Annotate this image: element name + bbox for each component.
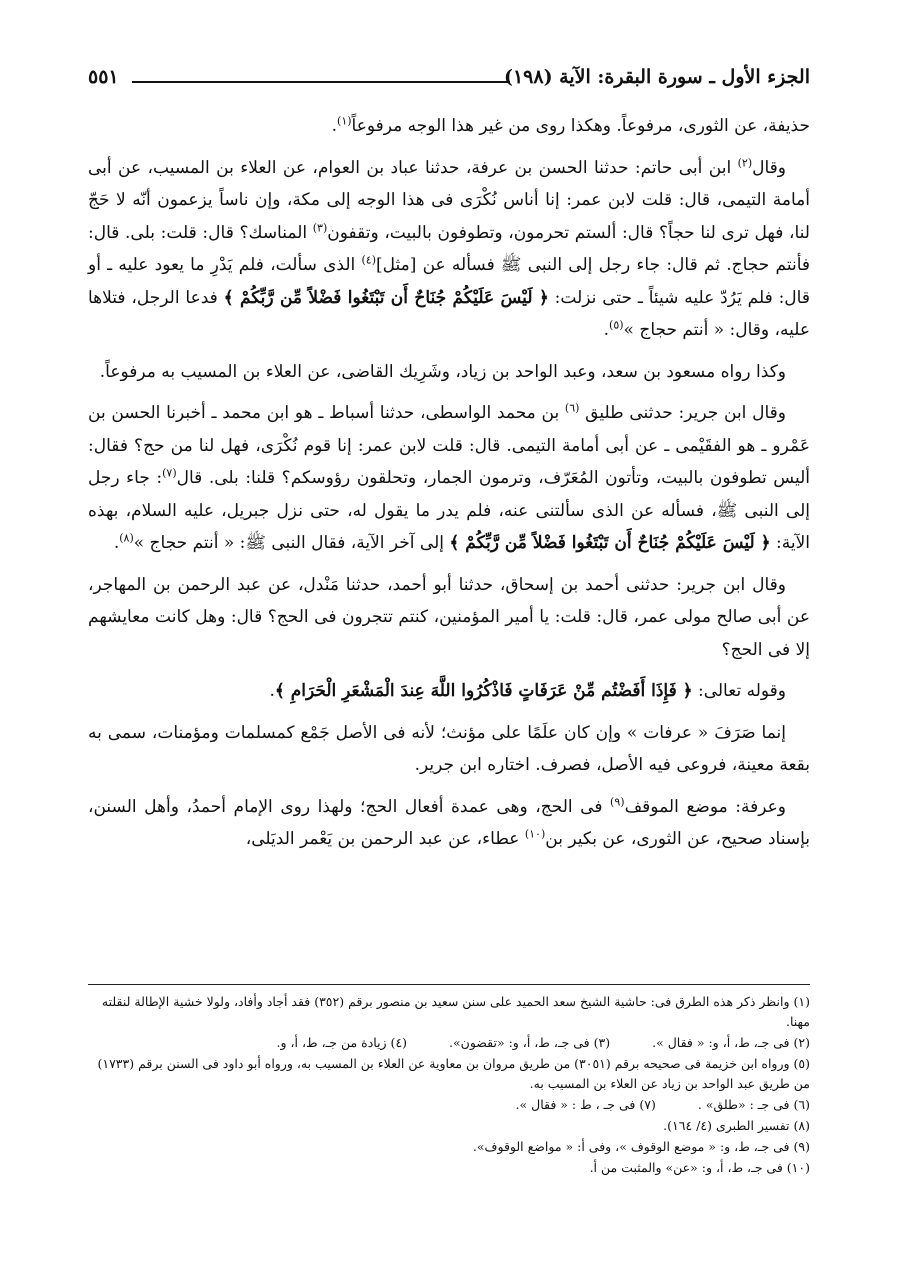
footnote-ref: (٤) — [361, 253, 376, 267]
page-number: ٥٥١ — [88, 66, 119, 88]
footnote-ref: (٩) — [610, 794, 625, 808]
footnote-ref: (١) — [337, 114, 352, 128]
footnote-ref: (٥) — [609, 318, 624, 332]
header-rule — [132, 81, 510, 83]
paragraph-3: وكذا رواه مسعود بن سعد، وعبد الواحد بن زياد، وشَرِيك القاضى، عن العلاء بن المسيب به مرفوعاً. — [99, 361, 786, 382]
footnote-ref: (٧) — [162, 466, 177, 480]
paragraph-8: وعرفة: موضع الموقف$^{(٩)}$ فى الحج، وهى عمدة أفعال الحج؛ ولهذا روى الإمام أحمدُ، وأهل السنن، بإسناد صحيح، عن الثورى، عن بكير بن$^{(١٠)}$ عطاء، عن عبد الرحمن بن يَعْمر الديَلى، — [88, 794, 810, 849]
quran-verse: ﴿ فَإِذَا أَفَضْتُم مِّنْ عَرَفَاتٍ فَاذْكُرُوا اللَّهَ عِندَ الْمَشْعَرِ الْحَرَامِ ﴾ — [274, 681, 693, 701]
footnote-1: (١) وانظر ذكر هذه الطرق فى: حاشية الشيخ سعد الحميد على سنن سعيد بن منصور برقم (٣٥٢) فقد أجاد وأفاد، ولولا خشية الإطالة لنقلته مهنا. — [101, 994, 810, 1029]
quran-verse: ﴿ لَيْسَ عَلَيْكُمْ جُنَاحٌ أَن تَبْتَغُوا فَضْلاً مِّن رَّبِّكُمْ ﴾ — [223, 287, 549, 308]
paragraph-7: إنما صَرَفَ « عرفات » وإن كان علَمًا على مؤنث؛ لأنه فى الأصل جَمْع كمسلمات ومؤمنات، سمى به بقعة معينة، فروعى فيه الأصل، فصرف. اختاره ابن جرير. — [88, 722, 810, 775]
footnote-ref: (٦) — [564, 401, 580, 415]
paragraph-4: وقال ابن جرير: حدثنى طليق $^{(٦)}$ بن محمد الواسطى، حدثنا أسباط ـ هو ابن محمد ـ أخبرنا الحسن بن عَمْرو ـ هو الفقَيْمى ـ عن أبى أمامة التيمى. قال: قلت لابن عمر: إنا قوم نُكْرَى، فهل لنا من حج؟ فقال: أليس تطوفون بالبيت، وتأتون المُعَرّف، وترمون الجمار، وتحلقون رؤوسكم؟ قلنا: بلى. قال$^{(٧)}$: جاء رجل إلى النبى ﷺ، فسأله عن الذى سألتنى عنه، فلم يدر ما يقول له، حتى نزل جبريل، عليه السلام، بهذه الآية: ﴿ لَيْسَ عَلَيْكُمْ جُنَاحٌ أَن تَبْتَغُوا فَضْلاً مِّن رَّبِّكُمْ ﴾ إلى آخر الآية، فقال النبى ﷺ: « أنتم حجاج »$^{(٨)}$. — [88, 401, 810, 553]
footnote-separator — [88, 984, 810, 985]
footnotes — [88, 992, 810, 1179]
footnote-7: (٧) فى جـ ، ط : « فقال ». — [515, 1097, 656, 1112]
footnote-6: (٦) فى جـ : «طلق» . — [697, 1097, 810, 1112]
running-title: الجزء الأول ـ سورة البقرة: الآية (١٩٨) — [503, 66, 810, 88]
paragraph-2: وقال$^{(٢)}$ ابن أبى حاتم: حدثنا الحسن بن عرفة، حدثنا عباد بن العوام، عن العلاء بن المسيب، عن أبى أمامة التيمى، قال: قلت لابن عمر: إنا أناس نُكْرَى فى هذا الوجه إلى مكة، وإن ناساً يزعمون أنّه لا حَجّ لنا، فهل ترى لنا حجاً؟ قال: ألستم تحرمون، وتطوفون بالبيت، وتقفون$^{(٣)}$ المناسك؟ قال: قلت: بلى. قال: فأنتم حجاج. ثم قال: جاء رجل إلى النبى ﷺ فسأله عن [مثل]$^{(٤)}$ الذى سألت، فلم يَدْرِ ما يعود عليه ـ أو قال: فلم يَرُدّ عليه شيئاً ـ حتى نزلت: ﴿ لَيْسَ عَلَيْكُمْ جُنَاحٌ أَن تَبْتَغُوا فَضْلاً مِّن رَّبِّكُمْ ﴾ فدعا الرجل، فتلاها عليه، وقال: « أنتم حجاج »$^{(٥)}$. — [88, 155, 810, 340]
paragraph-6: وقوله تعالى: ﴿ فَإِذَا أَفَضْتُم مِّنْ عَرَفَاتٍ فَاذْكُرُوا اللَّهَ عِندَ الْمَشْعَرِ الْحَرَامِ ﴾. — [269, 681, 786, 701]
footnote-ref: (٢) — [737, 155, 753, 169]
footnote-4: (٤) زيادة من جـ، ط، أ، و. — [276, 1035, 408, 1050]
footnote-row — [88, 1033, 810, 1053]
footnote-row — [88, 1095, 810, 1115]
quran-verse: ﴿ لَيْسَ عَلَيْكُمْ جُنَاحٌ أَن تَبْتَغُوا فَضْلاً مِّن رَّبِّكُمْ ﴾ — [449, 533, 771, 553]
footnote-5: (٥) ورواه ابن خزيمة فى صحيحه برقم (٣٠٥١) من طريق مروان بن معاوية عن العلاء بن المسيب به، ورواه أبو داود فى السنن برقم (١٧٣٣) من طريق عبد الواحد بن زياد عن العلاء بن المسيب به. — [97, 1056, 810, 1091]
footnote-8: (٨) تفسير الطبرى (٤/ ١٦٤). — [663, 1118, 810, 1133]
paragraph-1: حذيفة، عن الثورى، مرفوعاً. وهكذا روى من غير هذا الوجه مرفوعاً$^{(١)}$. — [331, 114, 810, 136]
footnote-3: (٣) فى جـ، ط، أ، و: «تقضون». — [449, 1035, 611, 1050]
footnote-9: (٩) فى جـ، ط، و: « موضع الوقوف »، وفى أ: « مواضع الوقوف». — [472, 1139, 810, 1154]
footnote-10: (١٠) فى جـ، ط، أ، و: «عن» والمثبت من أ. — [589, 1160, 810, 1175]
footnote-ref: (٣) — [312, 220, 328, 234]
main-text — [88, 110, 810, 952]
footnote-ref: (١٠) — [524, 827, 546, 841]
footnote-ref: (٨) — [119, 531, 134, 545]
page-header — [88, 66, 810, 98]
footnote-2: (٢) فى جـ، ط، أ، و: « فقال ». — [652, 1035, 810, 1050]
paragraph-5: وقال ابن جرير: حدثنى أحمد بن إسحاق، حدثنا أبو أحمد، حدثنا مَنْدل، عن عبد الرحمن بن المهاجر، عن أبى صالح مولى عمر، قال: قلت: يا أمير المؤمنين، كنتم تتجرون فى الحج؟ قال: وهل كانت معايشهم إلا فى الحج؟ — [88, 574, 810, 660]
